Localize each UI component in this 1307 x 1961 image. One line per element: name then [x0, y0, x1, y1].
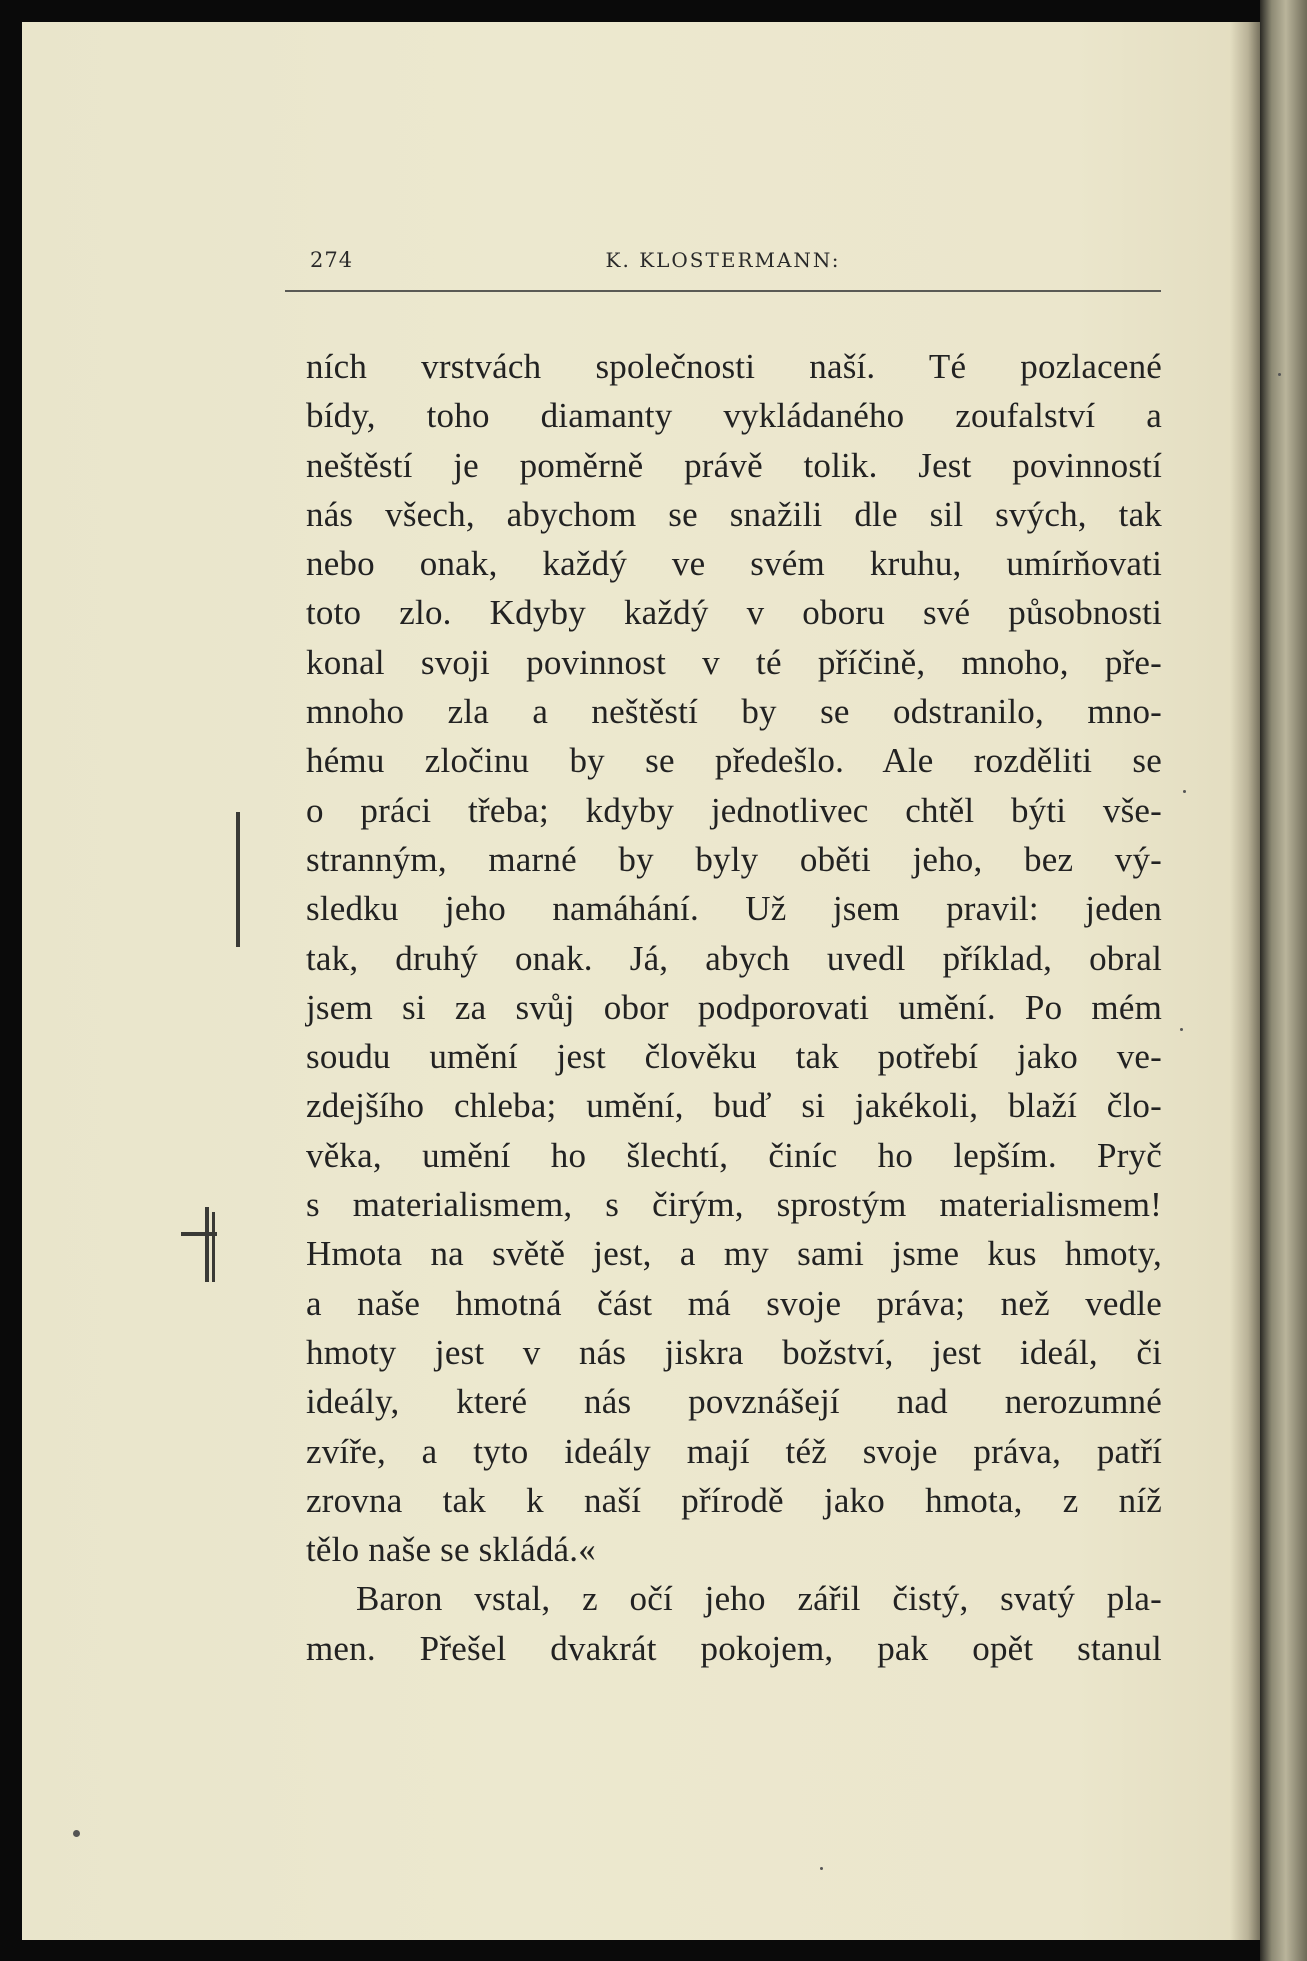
margin-pencil-mark [236, 812, 240, 947]
margin-pencil-mark [205, 1207, 209, 1282]
paragraph-2 [306, 1574, 1162, 1673]
spine-shadow [1230, 22, 1260, 1940]
text-line: o práci třeba; kdyby jednotlivec chtěl býti vše- [306, 790, 1162, 830]
running-head: K. KLOSTERMANN: [605, 248, 841, 272]
text-line: Hmota na světě jest, a my sami jsme kus hmoty, [306, 1234, 1162, 1274]
text-line: toto zlo. Kdyby každý v oboru své působnosti [306, 593, 1162, 633]
margin-pencil-mark [181, 1232, 217, 1236]
text-line: s materialismem, s čirým, sprostým materialismem! [306, 1185, 1162, 1225]
page-header [285, 248, 1161, 288]
text-line: zdejšího chleba; umění, buď si jakékoli, blaží člo- [306, 1086, 1162, 1126]
text-line: mnoho zla a neštěstí by se odstranilo, mno- [306, 692, 1162, 732]
text-line: tělo naše se skládá.« [306, 1530, 596, 1570]
text-line: stranným, marné by byly oběti jeho, bez vý- [306, 839, 1162, 879]
text-line: sledku jeho namáhání. Už jsem pravil: jeden [306, 889, 1162, 929]
text-line: ideály, které nás povznášejí nad nerozumné [306, 1382, 1162, 1422]
margin-pencil-mark [212, 1212, 215, 1282]
body-text [306, 342, 1162, 1673]
page-edge [1260, 0, 1307, 1961]
text-line: Baron vstal, z očí jeho zářil čistý, svatý pla- [356, 1579, 1162, 1619]
text-line: věka, umění ho šlechtí, činíc ho lepším. Pryč [306, 1135, 1162, 1175]
text-line: men. Přešel dvakrát pokojem, pak opět stanul [306, 1628, 1162, 1668]
text-line: zvíře, a tyto ideály mají též svoje práva, patří [306, 1431, 1162, 1471]
text-line: hmoty jest v nás jiskra božství, jest ideál, či [306, 1332, 1162, 1372]
paragraph-1 [306, 342, 1162, 1574]
text-line: jsem si za svůj obor podporovati umění. Po mém [306, 987, 1162, 1027]
text-line: soudu umění jest člověku tak potřebí jako ve- [306, 1037, 1162, 1077]
text-line: konal svoji povinnost v té příčině, mnoho, pře- [306, 642, 1162, 682]
text-line: a naše hmotná část má svoje práva; než vedle [306, 1283, 1162, 1323]
page-number: 274 [310, 248, 354, 272]
text-line: bídy, toho diamanty vykládaného zoufalství a [306, 396, 1162, 436]
text-line: nás všech, abychom se snažili dle sil svých, tak [306, 494, 1162, 534]
header-rule [285, 290, 1161, 292]
text-line: tak, druhý onak. Já, abych uvedl příklad, obral [306, 938, 1162, 978]
text-line: ních vrstvách společnosti naší. Té pozlacené [306, 347, 1162, 386]
text-line: hému zločinu by se předešlo. Ale rozděliti se [306, 741, 1162, 781]
text-line: zrovna tak k naší přírodě jako hmota, z níž [306, 1480, 1162, 1520]
text-line: neštěstí je poměrně právě tolik. Jest povinností [306, 445, 1162, 485]
text-line: nebo onak, každý ve svém kruhu, umírňovati [306, 544, 1162, 584]
